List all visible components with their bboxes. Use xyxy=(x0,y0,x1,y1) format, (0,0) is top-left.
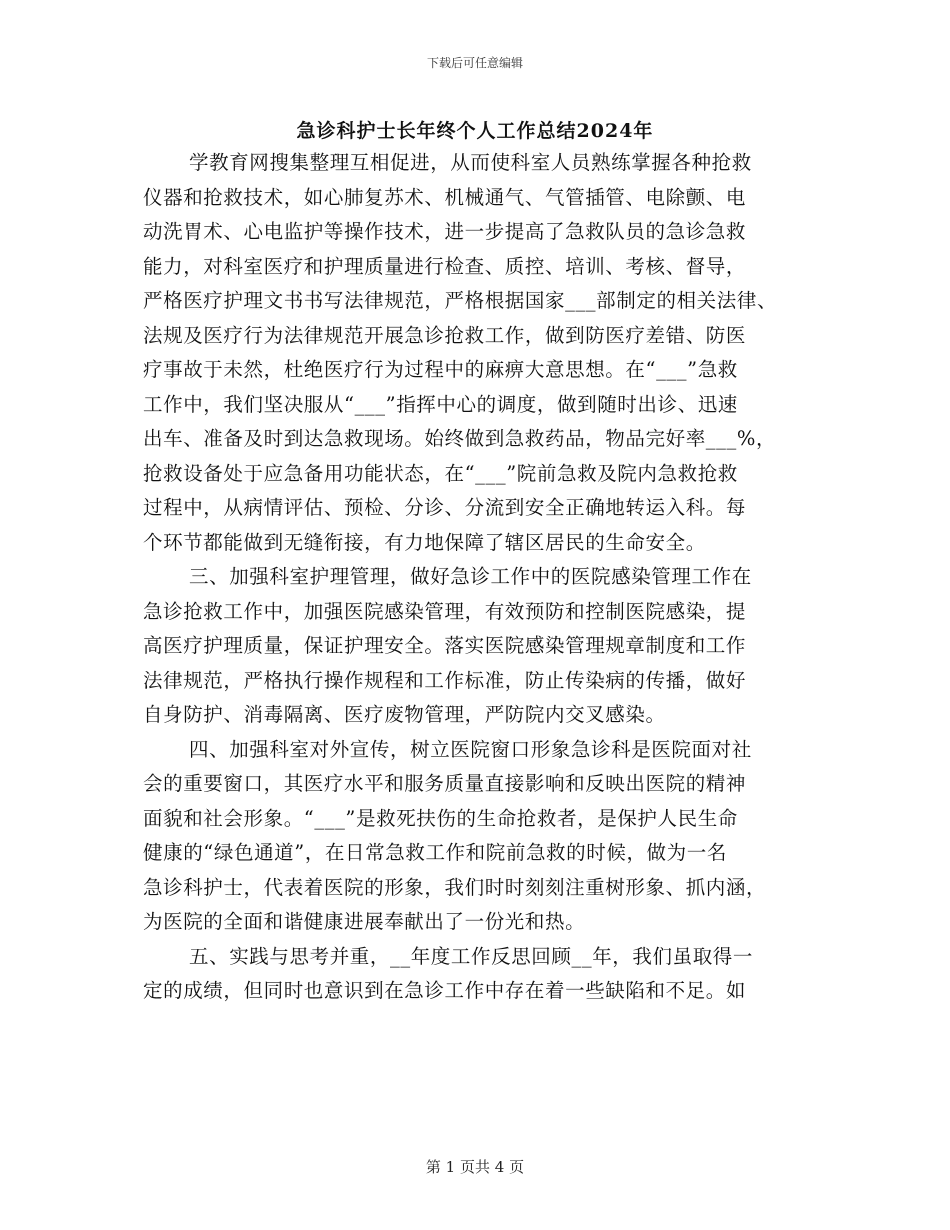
text-line: 疗事故于未然，杜绝医疗行为过程中的麻痹大意思想。在“___”急救 xyxy=(143,358,738,381)
text-line: 三、加强科室护理管理，做好急诊工作中的医院感染管理工作在 xyxy=(189,565,752,588)
text-line: 严格医疗护理文书书写法律规范，严格根据国家___部制定的相关法律、 xyxy=(143,289,778,312)
text-line: 四、加强科室对外宣传，树立医院窗口形象急诊科是医院面对社 xyxy=(189,737,752,761)
text-line: 仪器和抢救技术，如心肺复苏术、机械通气、气管插管、电除颤、电 xyxy=(143,185,747,209)
body-text xyxy=(143,146,823,1009)
text-line: 出车、准备及时到达急救现场。始终做到急救药品，物品完好率___%， xyxy=(143,427,777,450)
text-line: 会的重要窗口，其医疗水平和服务质量直接影响和反映出医院的精神 xyxy=(143,772,747,795)
text-line: 自身防护、消毒隔离、医疗废物管理，严防院内交叉感染。 xyxy=(143,703,666,726)
text-line: 法规及医疗行为法律规范开展急诊抢救工作，做到防医疗差错、防医 xyxy=(143,323,747,347)
text-line: 定的成绩，但同时也意识到在急诊工作中存在着一些缺陷和不足。如 xyxy=(143,979,747,1002)
page-footer: 第 1 页共 4 页 xyxy=(425,1158,525,1176)
text-line: 健康的“绿色通道”，在日常急救工作和院前急救的时候，做为一名 xyxy=(143,841,727,864)
text-line: 五、实践与思考并重，__年度工作反思回顾__年，我们虽取得一 xyxy=(189,944,754,968)
text-line: 抢救设备处于应急备用功能状态，在“___”院前急救及院内急救抢救 xyxy=(143,461,738,485)
text-line: 急诊抢救工作中，加强医院感染管理，有效预防和控制医院感染，提 xyxy=(143,599,747,623)
document-title: 急诊科护士长年终个人工作总结2024年 xyxy=(296,120,654,142)
text-line: 面貌和社会形象。“___”是救死扶伤的生命抢救者，是保护人民生命 xyxy=(143,806,738,830)
header-note: 下载后可任意编辑 xyxy=(426,56,523,70)
text-line: 过程中，从病情评估、预检、分诊、分流到安全正确地转运入科。每 xyxy=(143,496,747,519)
text-line: 学教育网搜集整理互相促进，从而使科室人员熟练掌握各种抢救 xyxy=(189,151,752,174)
text-line: 急诊科护士，代表着医院的形象，我们时时刻刻注重树形象、抓内涵， xyxy=(143,875,767,899)
text-line: 动洗胃术、心电监护等操作技术，进一步提高了急救队员的急诊急救 xyxy=(143,220,747,243)
text-line: 能力，对科室医疗和护理质量进行检查、质控、培训、考核、督导， xyxy=(143,254,747,278)
text-line: 法律规范，严格执行操作规程和工作标准，防止传染病的传播，做好 xyxy=(143,668,747,692)
text-line: 高医疗护理质量，保证护理安全。落实医院感染管理规章制度和工作 xyxy=(143,634,747,657)
text-line: 为医院的全面和谐健康进展奉献出了一份光和热。 xyxy=(143,910,586,933)
text-line: 个环节都能做到无缝衔接，有力地保障了辖区居民的生命安全。 xyxy=(143,530,706,554)
text-line: 工作中，我们坚决服从“___”指挥中心的调度，做到随时出诊、迅速 xyxy=(143,392,738,416)
